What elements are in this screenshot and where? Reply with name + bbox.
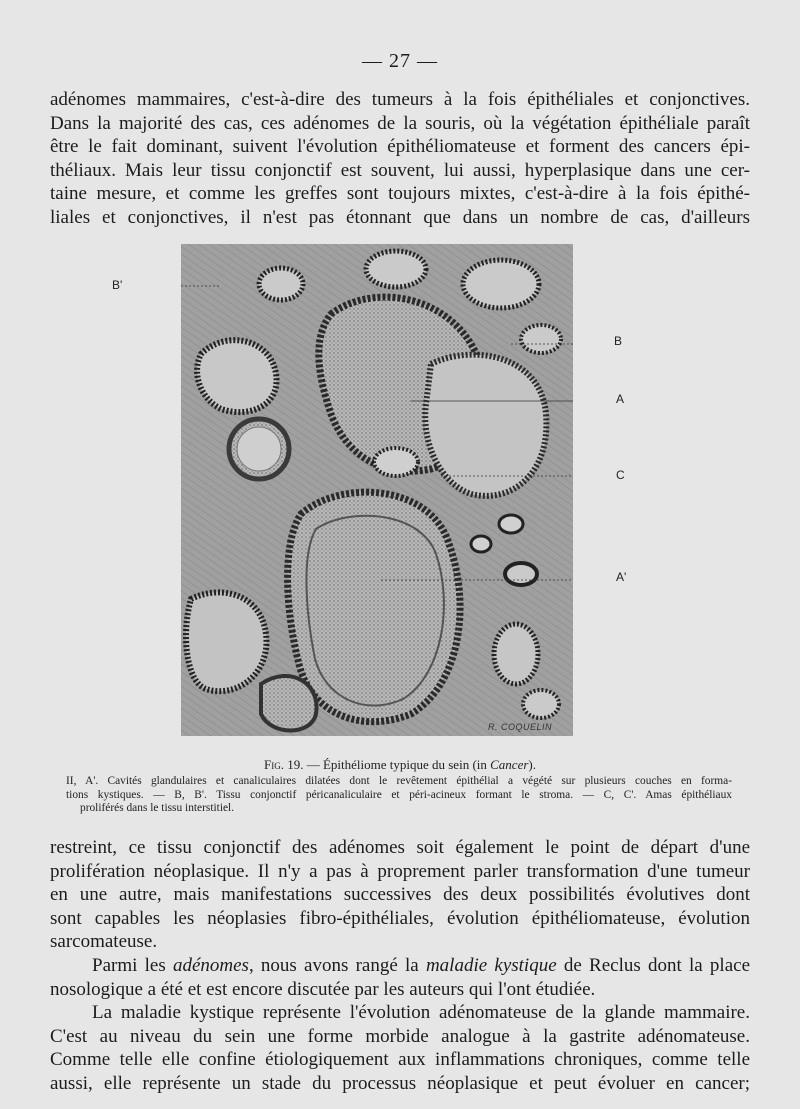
text-line: La maladie kystique représente l'évolution adénomateuse de la glande mammaire. (92, 1002, 750, 1024)
figure-label-a-prime: A' (616, 570, 627, 584)
figure-label-b-prime: B' (112, 278, 123, 292)
figure-label-a: A (616, 392, 625, 406)
page-number: — 27 — (362, 50, 438, 72)
paragraph-bottom (50, 836, 750, 1096)
legend-line: proliférés dans le tissu interstitiel. (80, 802, 235, 814)
illustrator-signature: R. COQUELIN (488, 722, 553, 732)
text-line: sarcomateuse. (50, 931, 158, 953)
legend-line: II, A'. Cavités glandulaires et canaliculaires dilatées dont le revêtement épithélial a végété sur plusieurs couches en forma- (66, 775, 732, 787)
text-line: aussi, elle représente un stade du processus néoplasique et peut évoluer en cancer; (50, 1072, 750, 1094)
text-line: restreint, ce tissu conjonctif des adénomes soit également le point de départ d'une (50, 837, 750, 858)
text-line: Dans la majorité des cas, ces adénomes de la souris, où la végétation épithéliale paraît (50, 112, 750, 134)
text-line (50, 954, 750, 978)
text-line: nosologique a été et est encore discutée par les auteurs qui l'ont étudiée. (50, 978, 596, 1000)
text-line: adénomes mammaires, c'est-à-dire des tumeurs à la fois épithéliales et conjonctives. (50, 89, 750, 110)
caption-dash: — (306, 757, 323, 772)
text-line: être le fait dominant, suivent l'évolution épithéliomateuse et forment des cancers épi- (50, 136, 750, 158)
text-line: théliaux. Mais leur tissu conjonctif est souvent, lui aussi, hyperplasique dans une cer- (50, 159, 750, 181)
text-run: de Reclus dont la place (556, 954, 750, 976)
text-line: taine mesure, et comme les greffes sont toujours mixtes, c'est-à-dire à la fois épithé- (50, 183, 750, 205)
caption-end: ). (528, 757, 537, 772)
text-line: sont capables les néoplasies fibro-épithéliales, évolution épithéliomateuse, évolution (50, 907, 750, 929)
paragraph-top (50, 88, 750, 230)
figure-label-b: B (614, 334, 623, 348)
caption-title: Épithéliome typique du sein (in (322, 757, 491, 772)
legend-line: tions kystiques. — B, B'. Tissu conjonctif péricanaliculaire et péri-acineux formant le stroma. — C, C'. Amas épithéliaux (66, 788, 732, 801)
figure-legend (66, 775, 732, 816)
text-line: C'est au niveau du sein une forme morbide analogue à la gastrite adénomateuse. (50, 1025, 750, 1047)
emphasis-maladie-kystique: maladie kystique (425, 954, 557, 976)
figure-number: Fig. 19. (263, 757, 304, 772)
text-run: , nous avons rangé la (248, 954, 426, 976)
caption-source: Cancer (490, 757, 529, 772)
text-line: Comme telle elle confine étiologiquement aux inflammations chroniques, comme telle (50, 1049, 750, 1071)
emphasis-adenomes: adénomes (172, 954, 249, 976)
figure-caption (0, 757, 800, 773)
text-run: Parmi les (92, 954, 173, 976)
text-line: prolifération néoplasique. Il n'y a pas à proprement parler transformation d'une tumeur (50, 860, 750, 882)
histology-illustration (181, 244, 573, 736)
figure-label-c: C (616, 468, 625, 482)
text-line: en une autre, mais manifestations successives des deux possibilités évolutives dont (50, 884, 750, 906)
text-line: liales et conjonctives, il n'est pas étonnant que dans un nombre de cas, d'ailleurs (50, 206, 750, 228)
